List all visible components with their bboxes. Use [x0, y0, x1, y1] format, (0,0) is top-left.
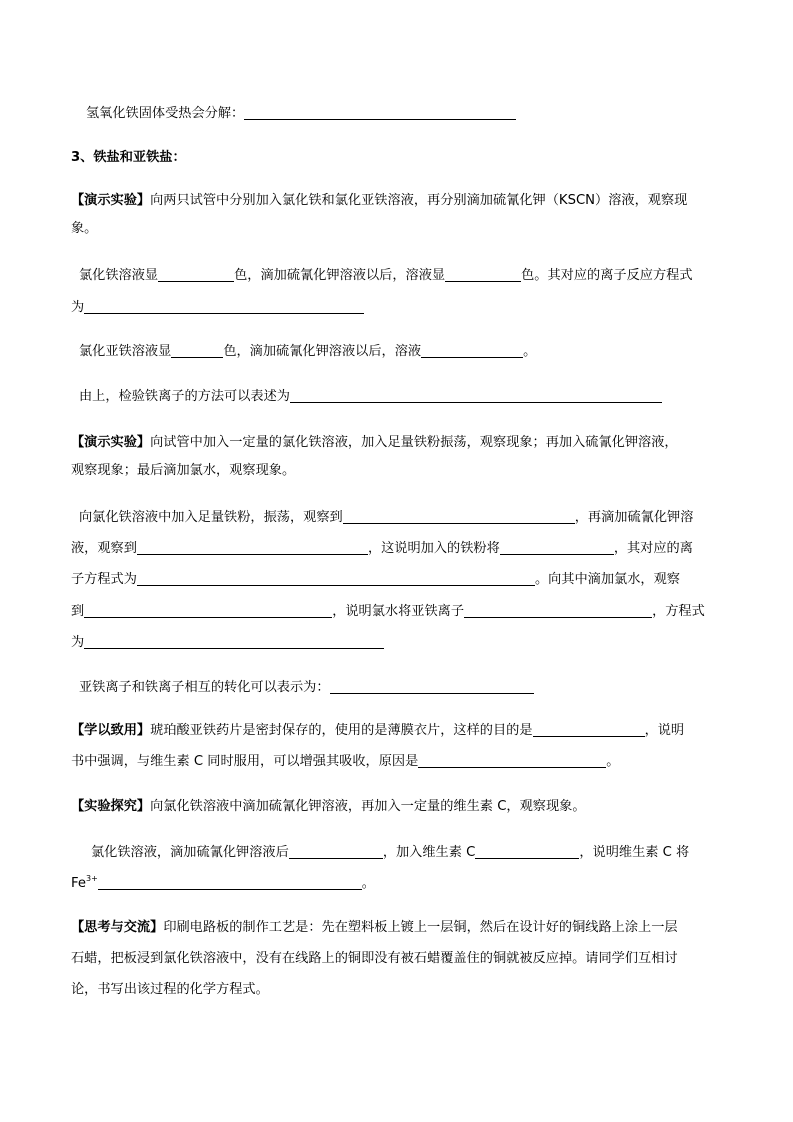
- answer-blank[interactable]: [244, 105, 516, 120]
- vitamin-c-line2: [71, 874, 731, 894]
- text: 为: [71, 635, 85, 650]
- section-title: 3、铁盐和亚铁盐：: [71, 150, 186, 165]
- iron-powder-line4: [71, 602, 731, 622]
- demo-experiment-1-line2: [71, 219, 731, 239]
- text: ，说明氯水将亚铁离子: [332, 604, 465, 619]
- demo-experiment-2-line1: [71, 433, 731, 453]
- answer-blank[interactable]: [158, 267, 234, 282]
- answer-blank[interactable]: [290, 388, 662, 403]
- text: 向两只试管中分别加入氯化铁和氯化亚铁溶液，再分别滴加硫氰化钾（KSCN）溶液，观察现: [150, 193, 688, 208]
- text: 氯化铁溶液显: [79, 268, 159, 283]
- text: 氢氧化铁固体受热会分解：: [86, 106, 245, 121]
- iron-powder-line2: [71, 539, 731, 559]
- text: 印刷电路板的制作工艺是：先在塑料板上镀上一层铜，然后在设计好的铜线路上涂上一层: [163, 920, 678, 935]
- demo-experiment-2-line2: [71, 461, 731, 481]
- tag-think-discuss: 【思考与交流】: [71, 920, 164, 935]
- text: 液，观察到: [71, 541, 137, 556]
- answer-blank[interactable]: [84, 603, 332, 618]
- think-discuss-line3: [71, 980, 731, 1000]
- tag-demo-experiment: 【演示实验】: [71, 193, 151, 208]
- text: ，其对应的离: [613, 541, 693, 556]
- text: ，说明: [644, 723, 685, 738]
- answer-blank[interactable]: [137, 571, 535, 586]
- demo-experiment-1-line1: [71, 191, 731, 211]
- test-method-line: [79, 387, 739, 407]
- text: ，再滴加硫氰化钾溶: [574, 510, 694, 525]
- text: 向试管中加入一定量的氯化铁溶液，加入足量铁粉振荡，观察现象；再加入硫氰化钾溶液，: [150, 435, 678, 450]
- text: 。向其中滴加氯水，观察: [534, 572, 680, 587]
- line-hydroxide-decomposition: [86, 104, 746, 124]
- text: 书中强调，与维生素 C 同时服用，可以增强其吸收，原因是: [71, 754, 419, 769]
- text: 琥珀酸亚铁药片是密封保存的，使用的是薄膜衣片，这样的目的是: [150, 723, 533, 738]
- answer-blank[interactable]: [533, 722, 645, 737]
- text: 色，滴加硫氰化钾溶液以后，溶液显: [234, 268, 446, 283]
- text: 氯化亚铁溶液显: [79, 344, 172, 359]
- charge-superscript: 3+: [85, 874, 98, 883]
- text: Fe: [71, 876, 86, 891]
- answer-blank[interactable]: [464, 603, 652, 618]
- text: 亚铁离子和铁离子相互的转化可以表示为：: [79, 680, 330, 695]
- section-heading-iron-salts: [71, 148, 731, 168]
- tag-apply-learning: 【学以致用】: [71, 723, 151, 738]
- answer-blank[interactable]: [84, 634, 384, 649]
- text: 由上，检验铁离子的方法可以表述为: [79, 389, 290, 404]
- vitamin-c-line1: [91, 843, 751, 863]
- ferrous-chloride-color-line: [79, 342, 739, 362]
- text: ，加入维生素 C: [382, 845, 476, 860]
- text: 论，书写出该过程的化学方程式。: [71, 982, 269, 997]
- answer-blank[interactable]: [171, 343, 223, 358]
- answer-blank[interactable]: [330, 679, 534, 694]
- text: 色，滴加硫氰化钾溶液以后，溶液: [223, 344, 422, 359]
- text: 。: [361, 876, 375, 891]
- text: ，这说明加入的铁粉将: [367, 541, 500, 556]
- answer-blank[interactable]: [289, 844, 383, 859]
- text: 。: [523, 344, 537, 359]
- conversion-line: [79, 678, 739, 698]
- answer-blank[interactable]: [445, 267, 521, 282]
- answer-blank[interactable]: [84, 299, 364, 314]
- answer-blank[interactable]: [475, 844, 579, 859]
- text: 象。: [71, 221, 98, 236]
- text: ，说明维生素 C 将: [579, 845, 690, 860]
- tag-demo-experiment: 【演示实验】: [71, 435, 151, 450]
- text: 子方程式为: [71, 572, 137, 587]
- text: ，方程式: [652, 604, 705, 619]
- answer-blank[interactable]: [137, 540, 368, 555]
- text: 为: [71, 300, 85, 315]
- text: 向氯化铁溶液中加入足量铁粉，振荡，观察到: [79, 510, 343, 525]
- iron-powder-line1: [79, 508, 739, 528]
- answer-blank[interactable]: [418, 753, 606, 768]
- text: 色。其对应的离子反应方程式: [521, 268, 693, 283]
- answer-blank[interactable]: [343, 509, 575, 524]
- iron-powder-line5: [71, 633, 731, 653]
- answer-blank[interactable]: [421, 343, 523, 358]
- text: 氯化铁溶液，滴加硫氰化钾溶液后: [91, 845, 289, 860]
- apply-learning-line2: [71, 752, 731, 772]
- ferric-chloride-color-line: [79, 266, 739, 286]
- iron-powder-line3: [71, 570, 731, 590]
- text: 石蜡，把板浸到氯化铁溶液中，没有在线路上的铜即没有被石蜡覆盖住的铜就被反应掉。请同学们互相讨: [71, 951, 678, 966]
- think-discuss-line1: [71, 918, 731, 938]
- apply-learning-line1: [71, 721, 731, 741]
- answer-blank[interactable]: [500, 540, 614, 555]
- text: 到: [71, 604, 85, 619]
- text: 。: [606, 754, 620, 769]
- experiment-explore-line: [71, 797, 731, 817]
- answer-blank[interactable]: [98, 875, 362, 890]
- text: 观察现象；最后滴加氯水，观察现象。: [71, 463, 296, 478]
- ferric-chloride-equation-line: [71, 298, 731, 318]
- tag-experiment-explore: 【实验探究】: [71, 799, 151, 814]
- think-discuss-line2: [71, 949, 731, 969]
- text: 向氯化铁溶液中滴加硫氰化钾溶液，再加入一定量的维生素 C，观察现象。: [150, 799, 586, 814]
